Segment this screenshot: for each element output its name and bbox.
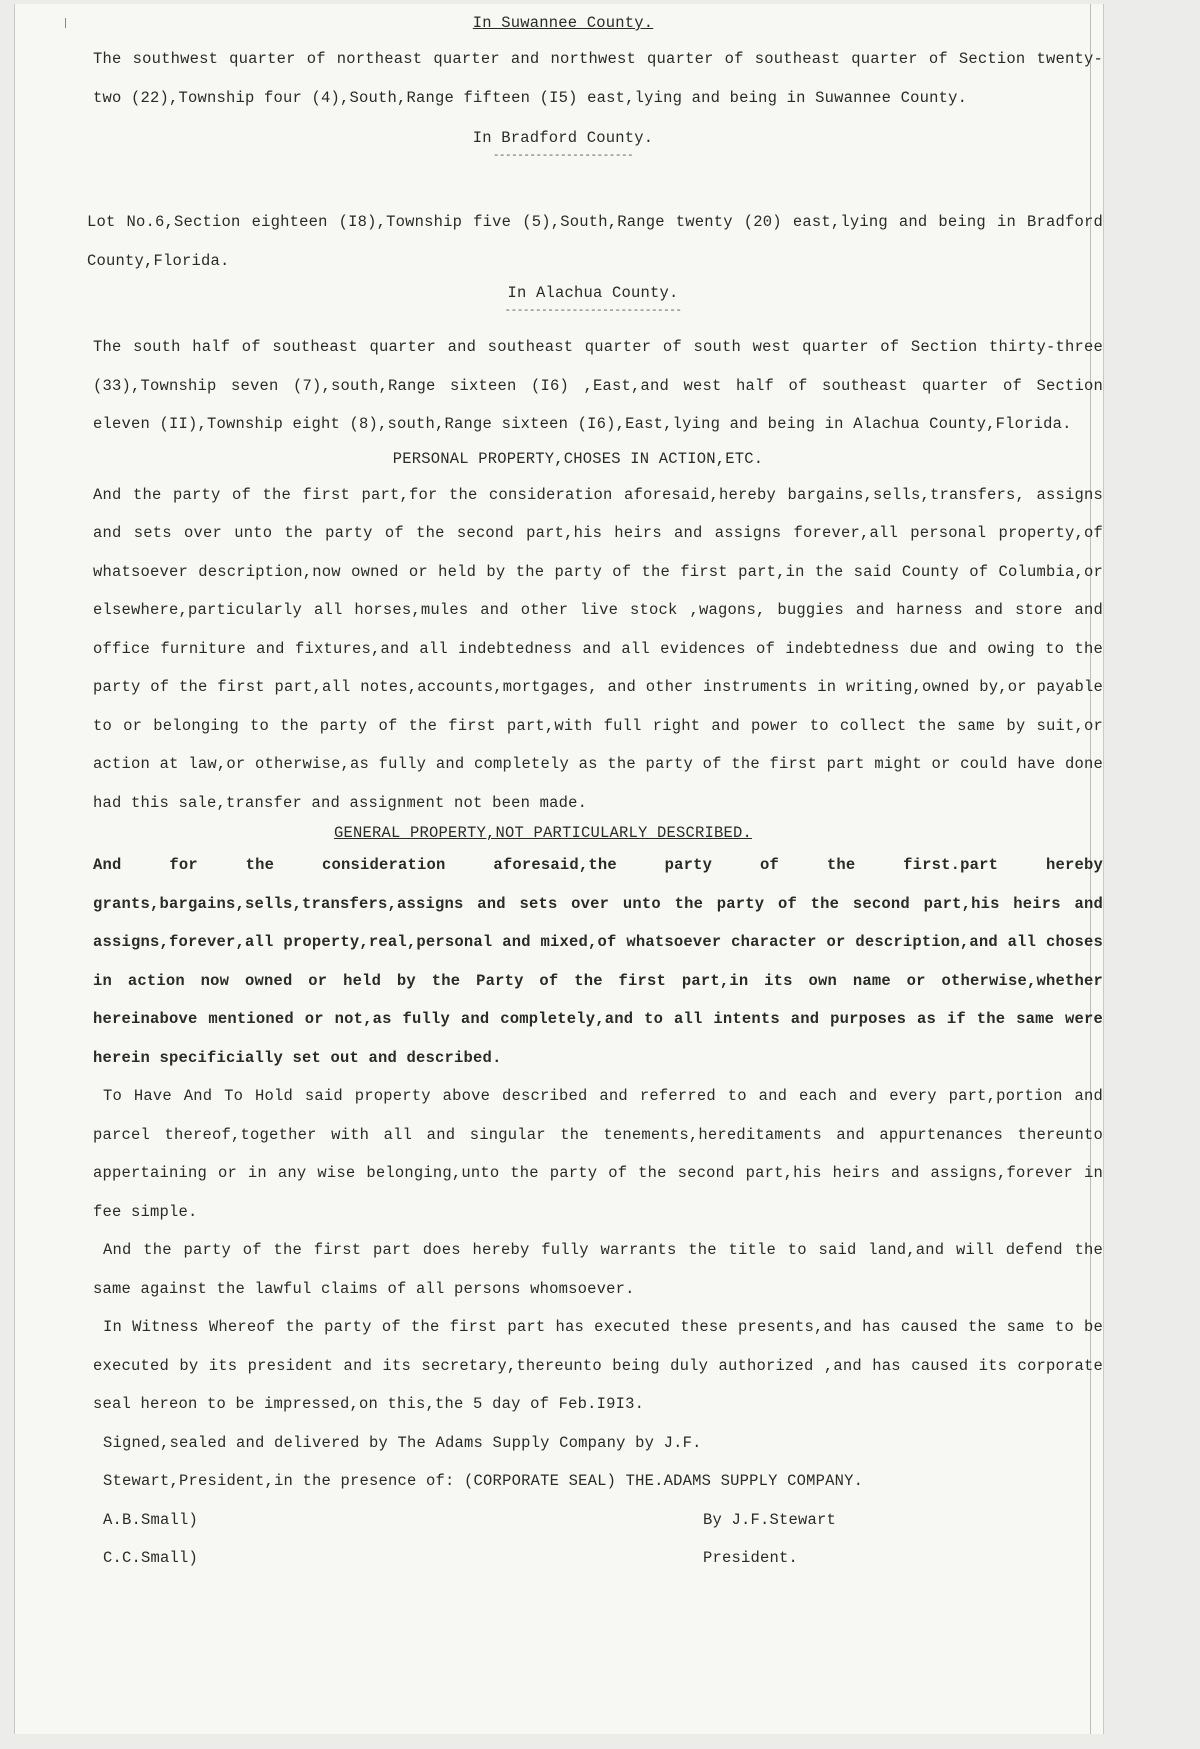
- alachua-underline: -----------------------------: [504, 305, 682, 317]
- general-property-clause: And for the consideration aforesaid,the party of the first.part hereby grants,bargains,sells,transfers,assigns and sets over unto the party of the second part,his heirs and assigns,forever,all property,real,personal and mixed,of whatsoever character or description,and all choses in action now owned or held by the Party of the first part,in its own name or otherwise,whether hereinabove mentioned or not,as fully and completely,and to all intents and purposes as if the same were herein specificially set out and described.: [93, 856, 1103, 1067]
- signed-line: Signed,sealed and delivered by The Adams Supply Company by J.F.: [103, 1433, 702, 1452]
- alachua-description: The south half of southeast quarter and southeast quarter of south west quarter of Section thirty-three (33),Township seven (7),south,Range sixteen (I6) ,East,and west half of southeast quarter of Section eleven (II),Township eight (8),south,Range sixteen (I6),East,lying and being in Alachua County,Florida.: [93, 338, 1103, 433]
- witness-clause: In Witness Whereof the party of the first part has executed these presents,and has caused the same to be executed by its president and its secretary,thereunto being duly authorized ,and has caused its corporate seal hereon to be impressed,on this,the 5 day of Feb.I9I3.: [93, 1318, 1103, 1413]
- bradford-description: Lot No.6,Section eighteen (I8),Township five (5),South,Range twenty (20) east,lying and being in Bradford County,Florida.: [87, 213, 1103, 270]
- signature-row-2: [93, 1539, 1103, 1577]
- heading-personal-property: PERSONAL PROPERTY,CHOSES IN ACTION,ETC.: [392, 449, 764, 468]
- heading-general-property: GENERAL PROPERTY,NOT PARTICULARLY DESCRIBED.: [333, 824, 753, 842]
- document-page: [14, 4, 1104, 1734]
- habendum-clause: To Have And To Hold said property above described and referred to and each and every part,portion and parcel thereof,together with all and singular the tenements,hereditaments and appurtenances thereunto appertaining or in any wise belonging,unto the party of the second part,his heirs and assigns,forever in fee simple.: [93, 1087, 1103, 1221]
- signer-title: President.: [703, 1548, 799, 1567]
- bradford-underline: -----------------------: [492, 150, 634, 162]
- signer-stewart: By J.F.Stewart: [703, 1510, 837, 1529]
- witness-small-cc: C.C.Small): [103, 1548, 199, 1567]
- heading-alachua: In Alachua County.: [507, 284, 679, 302]
- deed-body: [87, 12, 1103, 1577]
- suwannee-description: The southwest quarter of northeast quarter and northwest quarter of southeast quarter of Section twenty-two (22),Township four (4),South,Range fifteen (I5) east,lying and being in Suwannee County.: [93, 50, 1103, 107]
- signature-row-1: [93, 1501, 1103, 1539]
- presence-line: Stewart,President,in the presence of: (CORPORATE SEAL) THE.ADAMS SUPPLY COMPANY.: [103, 1472, 864, 1490]
- warranty-clause: And the party of the first part does hereby fully warrants the title to said land,and will defend the same against the lawful claims of all persons whomsoever.: [93, 1241, 1103, 1298]
- heading-suwannee: In Suwannee County.: [472, 14, 654, 32]
- witness-small-ab: A.B.Small): [103, 1510, 199, 1529]
- heading-bradford: In Bradford County.: [472, 129, 654, 147]
- personal-property-clause: And the party of the first part,for the consideration aforesaid,hereby bargains,sells,transfers, assigns and sets over unto the party of the second part,his heirs and assigns forever,all personal property,of whatsoever description,now owned or held by the party of the first part,in the said County of Columbia,or elsewhere,particularly all horses,mules and other live stock ,wagons, buggies and harness and store and office furniture and fixtures,and all indebtedness and all evidences of indebtedness due and owing to the party of the first part,all notes,accounts,mortgages, and other instruments in writing,owned by,or payable to or belonging to the party of the first part,with full right and power to collect the same by suit,or action at law,or otherwise,as fully and completely as the party of the first part might or could have done had this sale,transfer and assignment not been made.: [93, 485, 1103, 812]
